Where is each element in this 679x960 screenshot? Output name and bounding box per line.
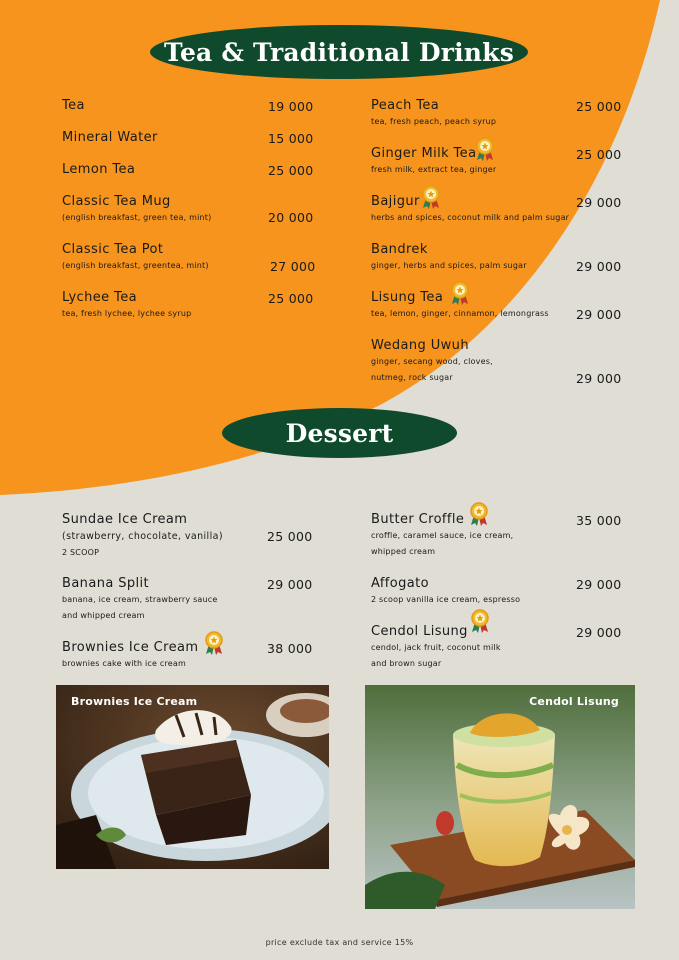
menu-item — [371, 576, 520, 607]
price-footnote: price exclude tax and service 15% — [265, 938, 414, 947]
menu-item — [371, 338, 493, 385]
item-description: 2 SCOOP — [62, 548, 100, 557]
item-name: Wedang Uwuh — [371, 338, 469, 353]
recommended-badge-icon — [469, 608, 491, 634]
item-name: Lisung Tea — [371, 290, 444, 305]
item-description: and brown sugar — [371, 659, 442, 668]
item-name: Bajigur — [371, 194, 420, 209]
item-description: banana, ice cream, strawberry sauce — [62, 595, 218, 604]
item-price: 25 000 — [576, 147, 622, 162]
tea-section-title: Tea & Traditional Drinks — [164, 37, 514, 67]
menu-item — [62, 98, 85, 114]
menu-item — [371, 512, 513, 559]
item-price: 35 000 — [576, 513, 622, 528]
item-name: Brownies Ice Cream — [62, 640, 199, 655]
menu-item — [62, 162, 135, 178]
recommended-badge-icon — [468, 501, 490, 527]
item-name: Sundae Ice Cream — [62, 512, 188, 527]
photo-caption: Cendol Lisung — [529, 695, 619, 708]
item-description: (english breakfast, greentea, mint) — [62, 261, 209, 270]
item-name: Banana Split — [62, 576, 150, 591]
item-price: 25 000 — [576, 99, 622, 114]
item-name: Affogato — [371, 576, 430, 591]
item-name: Mineral Water — [62, 130, 158, 145]
menu-item — [62, 130, 158, 146]
recommended-badge-icon — [474, 136, 496, 162]
item-price: 20 000 — [268, 210, 314, 225]
item-description: ginger, secang wood, cloves, — [371, 357, 493, 366]
item-description: tea, lemon, ginger, cinnamon, lemongrass — [371, 309, 549, 318]
item-name: Classic Tea Pot — [62, 242, 164, 257]
item-name: Butter Croffle — [371, 512, 465, 527]
menu-item — [62, 640, 198, 671]
menu-item — [62, 242, 209, 273]
recommended-badge-icon — [449, 280, 471, 306]
item-price: 25 000 — [268, 163, 314, 178]
item-description: cendol, jack fruit, coconut milk — [371, 643, 501, 652]
item-price: 25 000 — [268, 291, 314, 306]
menu-item — [62, 512, 223, 560]
item-price: 15 000 — [268, 131, 314, 146]
item-price: 29 000 — [576, 259, 622, 274]
item-name: Peach Tea — [371, 98, 440, 113]
item-description: (strawberry, chocolate, vanilla) — [62, 531, 223, 542]
item-description: croffle, caramel sauce, ice cream, — [371, 531, 514, 540]
item-price: 27 000 — [270, 259, 316, 274]
item-description: 2 scoop vanilla ice cream, espresso — [371, 595, 521, 604]
item-price: 29 000 — [576, 577, 622, 592]
cendol-photo — [365, 685, 635, 909]
item-name: Tea — [62, 98, 85, 113]
item-description: (english breakfast, green tea, mint) — [62, 213, 212, 222]
item-name: Cendol Lisung — [371, 624, 468, 639]
item-name: Bandrek — [371, 242, 428, 257]
item-description: tea, fresh lychee, lychee syrup — [62, 309, 192, 318]
item-price: 38 000 — [267, 641, 313, 656]
menu-item — [371, 98, 496, 129]
item-price: 29 000 — [576, 371, 622, 386]
item-price: 29 000 — [576, 307, 622, 322]
item-price: 19 000 — [268, 99, 314, 114]
item-name: Lemon Tea — [62, 162, 136, 177]
item-name: Lychee Tea — [62, 290, 137, 305]
dessert-section-header — [222, 408, 457, 458]
menu-item — [62, 194, 211, 225]
item-price: 29 000 — [267, 577, 313, 592]
brownies-photo — [56, 685, 329, 869]
item-description: brownies cake with ice cream — [62, 659, 186, 668]
item-description: herbs and spices, coconut milk and palm sugar — [371, 213, 570, 222]
menu-item — [371, 194, 569, 225]
menu-item — [371, 242, 527, 273]
dessert-section-title: Dessert — [285, 418, 394, 448]
item-description: whipped cream — [371, 547, 436, 556]
item-description: tea, fresh peach, peach syrup — [371, 117, 497, 126]
item-description: ginger, herbs and spices, palm sugar — [371, 261, 527, 270]
menu-item — [62, 290, 191, 321]
cendol-illustration — [365, 685, 635, 909]
photo-caption: Brownies Ice Cream — [71, 695, 198, 708]
tea-section-header — [150, 25, 528, 79]
menu-item — [62, 576, 218, 623]
item-description: nutmeg, rock sugar — [371, 373, 453, 382]
item-price: 29 000 — [576, 195, 622, 210]
item-name: Classic Tea Mug — [62, 194, 171, 209]
item-description: fresh milk, extract tea, ginger — [371, 165, 497, 174]
item-price: 29 000 — [576, 625, 622, 640]
item-price: 25 000 — [267, 529, 313, 544]
item-description: and whipped cream — [62, 611, 145, 620]
recommended-badge-icon — [203, 630, 225, 656]
brownies-illustration — [56, 685, 329, 869]
item-name: Ginger Milk Tea — [371, 146, 477, 161]
recommended-badge-icon — [420, 184, 442, 210]
